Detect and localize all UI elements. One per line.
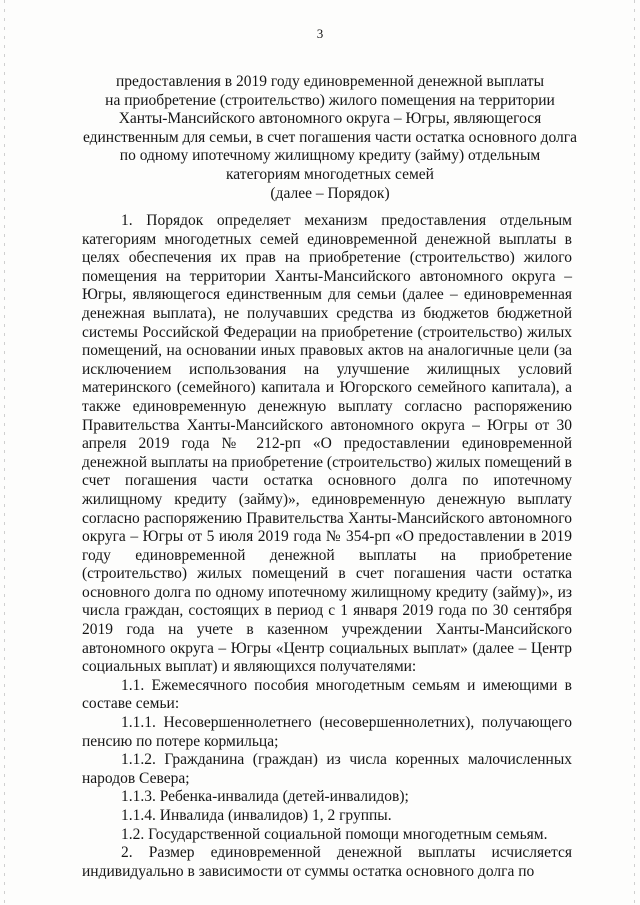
title-line: предоставления в 2019 году единовременной денежной выплаты	[116, 73, 544, 90]
paragraph-1-1-4: 1.1.4. Инвалида (инвалидов) 1, 2 группы.	[121, 807, 392, 824]
title-line: (далее – Порядок)	[270, 184, 390, 202]
scan-edge-right	[634, 0, 635, 905]
paragraph-2: 2. Размер единовременной денежной выплаты исчисляется индивидуально в зависимости от суммы остатка основного долга по	[82, 844, 572, 880]
paragraph-1-1-1: 1.1.1. Несовершеннолетнего (несовершеннолетних), получающего пенсию по потере кормильца;	[82, 714, 572, 750]
title-line: по одному ипотечному жилищному кредиту (займу) отдельным	[119, 147, 541, 165]
title-line: на приобретение (строительство) жилого помещения на территории	[105, 91, 555, 109]
scan-edge-left	[4, 0, 5, 905]
document-title	[70, 73, 590, 203]
paragraph-1-2: 1.2. Государственной социальной помощи многодетным семьям.	[121, 825, 548, 843]
document-body	[82, 212, 572, 881]
title-line: категориям многодетных семей	[226, 165, 434, 183]
title-line: Ханты-Мансийского автономного округа – Югры, являющегося	[118, 110, 542, 128]
title-line: единственным для семьи, в счет погашения части остатка основного долга	[82, 128, 578, 146]
paragraph-1-1: 1.1. Ежемесячного пособия многодетным семьям и имеющими в составе семьи:	[82, 676, 572, 713]
page-number: 3	[316, 26, 324, 41]
paragraph-1: 1. Порядок определяет механизм предоставления отдельным категориям многодетных семей единовременной денежной выплаты в целях обеспечения их прав на приобретение (строительство) жилого помещения на территории Ханты-Мансийского автономного округа – Югры, являющегося единственным для семьи (далее – единовременная денежная выплата), не получавших средства из бюджетов бюджетной системы Российской Федерации на приобретение (строительство) жилых помещений, на основании иных правовых актов на аналогичные цели (за исключением использования на улучшение жилищных условий материнского (семейного) капитала и Югорского семейного капитала), а также единовременную денежную выплату согласно распоряжению Правительства Ханты-Мансийского автономного округа – Югры от 30 апреля 2019 года № 212-рп «О предоставлении единовременной денежной выплаты на приобретение (строительство) жилых помещений в счет погашения части остатка основного долга по ипотечному жилищному кредиту (займу)», единовременную денежную выплату согласно распоряжению Правительства Ханты-Мансийского автономного округа – Югры от 5 июля 2019 года № 354-рп «О предоставлении в 2019 году единовременной денежной выплаты на приобретение (строительство) жилых помещений в счет погашения части остатка основного долга по одному ипотечному жилищному кредиту (займу)», из числа граждан, состоящих в период с 1 января 2019 года по 30 сентября 2019 года на учете в казенном учреждении Ханты-Мансийского автономного округа – Югры «Центр социальных выплат» (далее – Центр социальных выплат) и являющихся получателями:	[82, 212, 572, 676]
paragraph-1-1-2: 1.1.2. Гражданина (граждан) из числа коренных малочисленных народов Севера;	[82, 751, 572, 787]
paragraph-1-1-3: 1.1.3. Ребенка-инвалида (детей-инвалидов);	[121, 788, 409, 806]
